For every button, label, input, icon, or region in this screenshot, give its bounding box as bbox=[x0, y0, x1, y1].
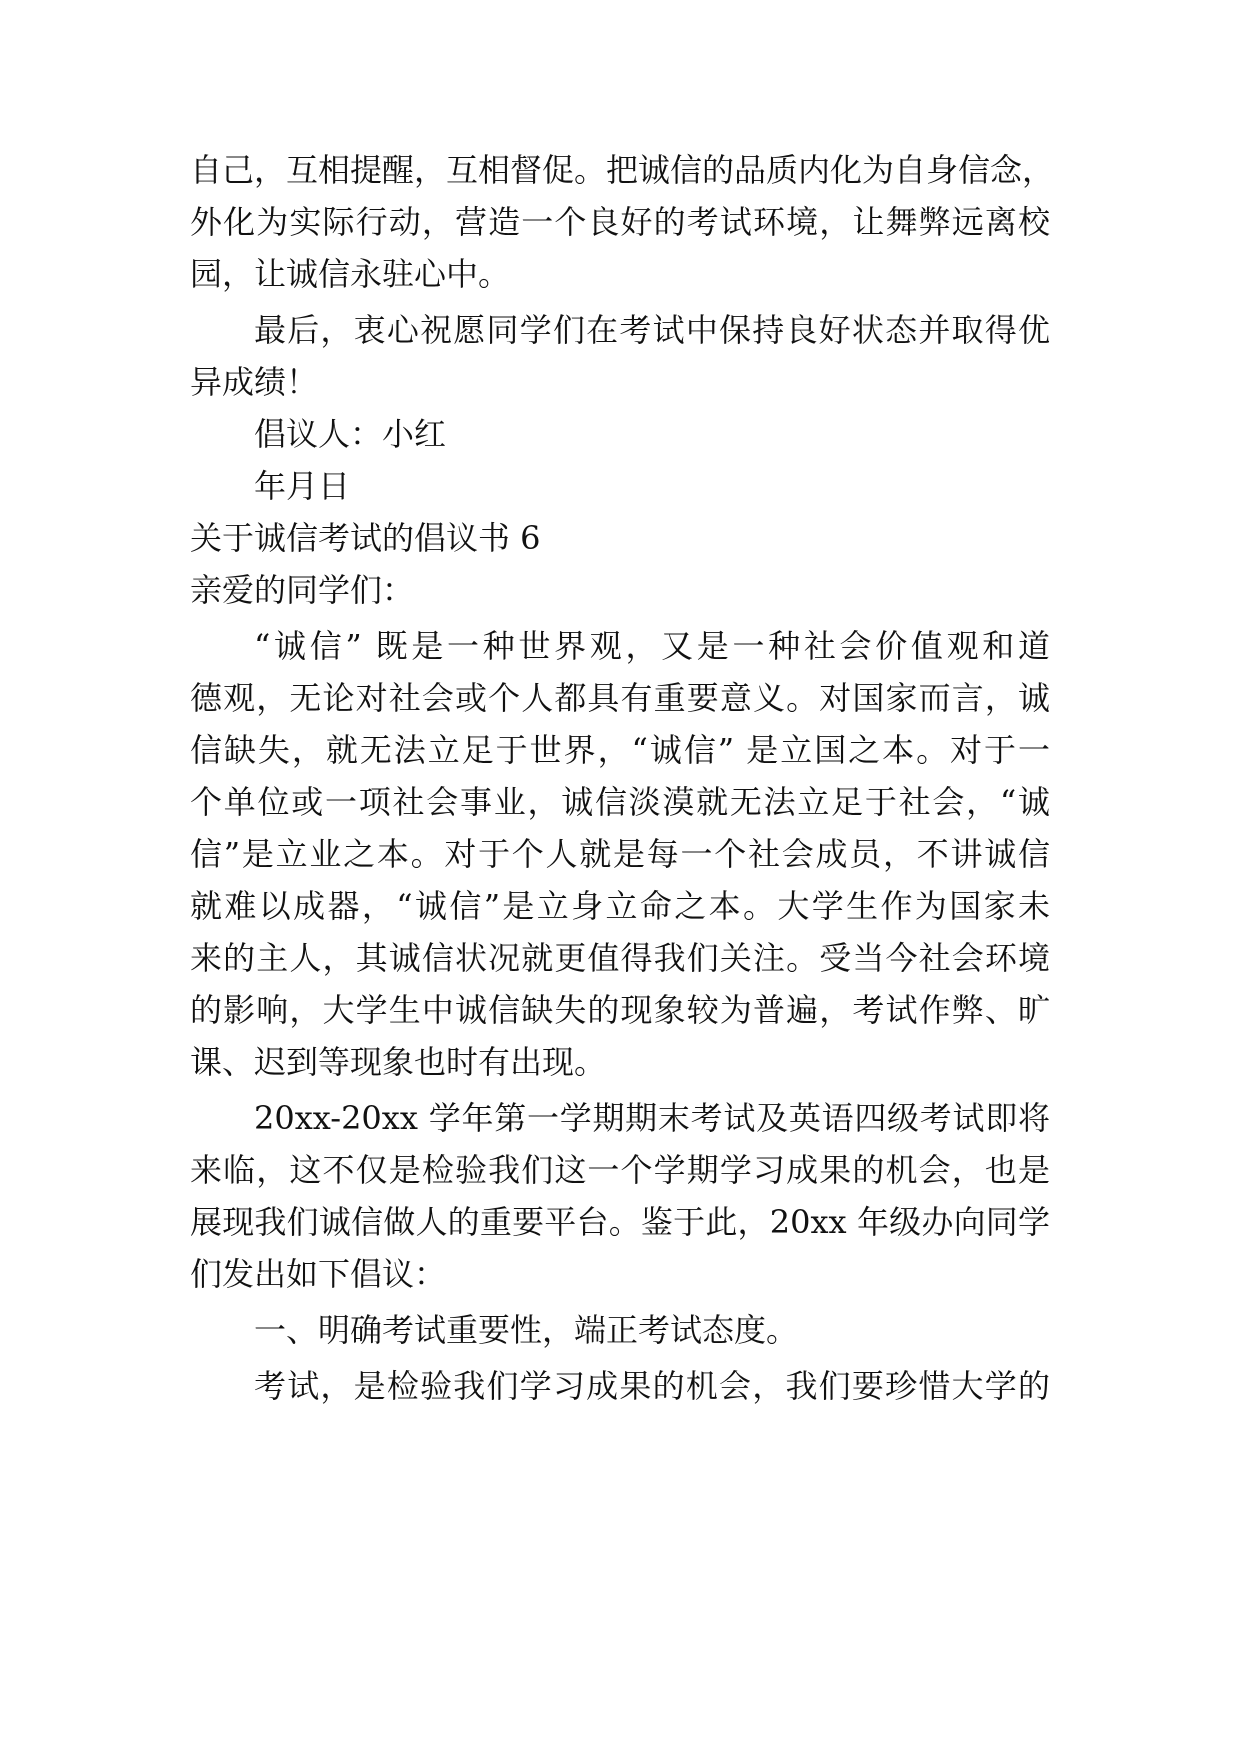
paragraph-line: 来临，这不仅是检验我们这一个学期学习成果的机会，也是 bbox=[190, 1151, 1050, 1189]
paragraph-line: 外化为实际行动，营造一个良好的考试环境，让舞弊远离校 bbox=[190, 203, 1050, 241]
paragraph-line: 信缺失，就无法立足于世界，“诚信” 是立国之本。对于一 bbox=[190, 731, 1050, 769]
date-line: 年月日 bbox=[254, 467, 351, 505]
paragraph-line: 德观，无论对社会或个人都具有重要意义。对国家而言，诚 bbox=[190, 679, 1050, 717]
paragraph-line: 自己，互相提醒，互相督促。把诚信的品质内化为自身信念， bbox=[190, 151, 1055, 189]
paragraph-line: 最后，衷心祝愿同学们在考试中保持良好状态并取得优 bbox=[254, 311, 1050, 349]
paragraph-line: 们发出如下倡议： bbox=[190, 1255, 447, 1293]
signature-line: 倡议人：小红 bbox=[254, 415, 447, 453]
salutation: 亲爱的同学们： bbox=[190, 571, 415, 609]
paragraph-line: 信”是立业之本。对于个人就是每一个社会成员，不讲诚信 bbox=[190, 835, 1050, 873]
heading-line: 一、明确考试重要性，端正考试态度。 bbox=[254, 1311, 799, 1349]
paragraph-line: 的影响，大学生中诚信缺失的现象较为普遍，考试作弊、旷 bbox=[190, 991, 1050, 1029]
paragraph-line: 课、迟到等现象也时有出现。 bbox=[190, 1043, 607, 1081]
paragraph-line: 20xx-20xx 学年第一学期期末考试及英语四级考试即将 bbox=[254, 1099, 1050, 1137]
paragraph-line: “诚信” 既是一种世界观，又是一种社会价值观和道 bbox=[254, 627, 1050, 665]
paragraph-line: 园，让诚信永驻心中。 bbox=[190, 255, 511, 293]
section-title: 关于诚信考试的倡议书 6 bbox=[190, 519, 541, 557]
paragraph-line: 个单位或一项社会事业，诚信淡漠就无法立足于社会，“诚 bbox=[190, 783, 1050, 821]
paragraph-line: 来的主人，其诚信状况就更值得我们关注。受当今社会环境 bbox=[190, 939, 1050, 977]
paragraph-line: 考试，是检验我们学习成果的机会，我们要珍惜大学的 bbox=[254, 1367, 1050, 1405]
paragraph-line: 就难以成器，“诚信”是立身立命之本。大学生作为国家未 bbox=[190, 887, 1050, 925]
paragraph-line: 展现我们诚信做人的重要平台。鉴于此，20xx 年级办向同学 bbox=[190, 1203, 1050, 1241]
paragraph-line: 异成绩！ bbox=[190, 363, 319, 401]
